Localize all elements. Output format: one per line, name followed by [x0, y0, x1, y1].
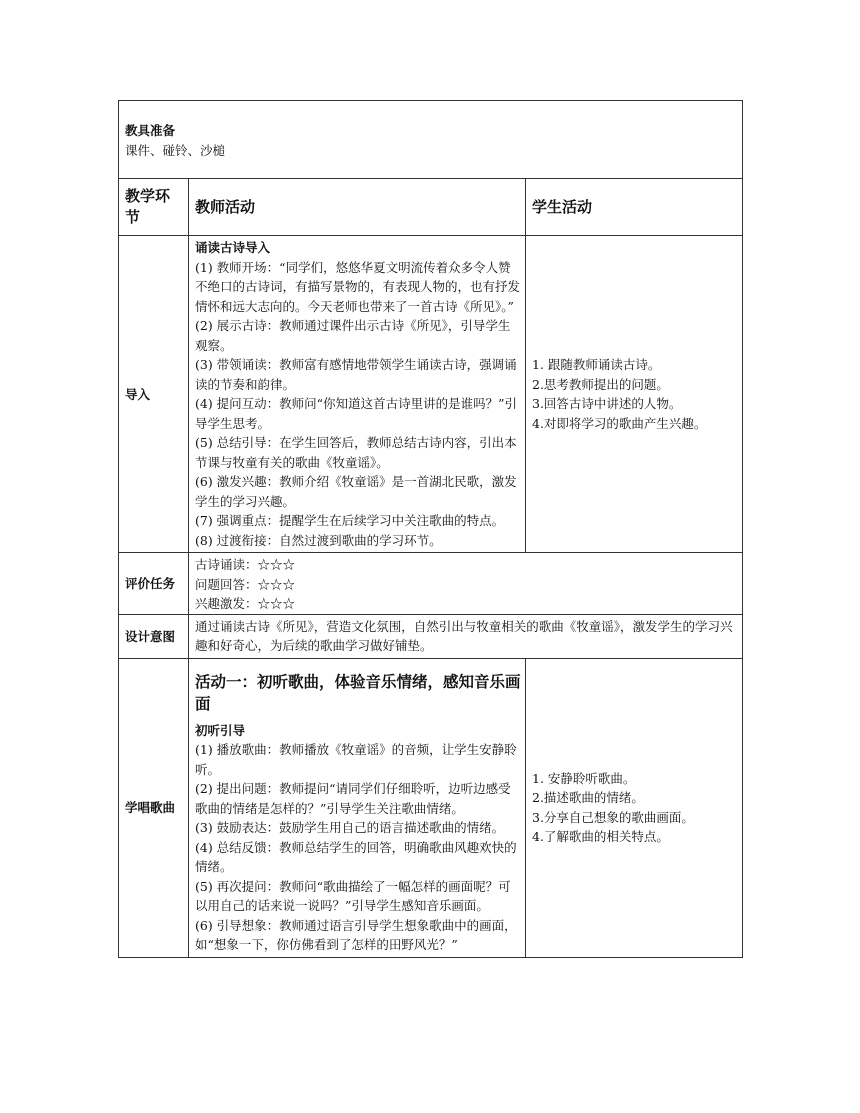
eval-item: 古诗诵读：☆☆☆: [195, 557, 296, 572]
prep-row: [119, 101, 743, 179]
sing-step: (3) 鼓励表达：鼓励学生用自己的语言描述歌曲的情绪。: [195, 820, 505, 835]
intro-student-item: 3.回答古诗中讲述的人物。: [532, 396, 682, 411]
sing-step: (5) 再次提问：教师问“歌曲描绘了一幅怎样的画面呢？可以用自己的话来说一说吗？”引导学生感知音乐画面。: [195, 878, 511, 913]
intro-row: [119, 236, 743, 553]
prep-content: 课件、碰铃、沙槌: [125, 142, 226, 158]
header-row: [119, 179, 743, 236]
sing-step: (4) 总结反馈：教师总结学生的回答，明确歌曲风趣欢快的情绪。: [195, 839, 517, 874]
intro-step: (4) 提问互动：教师问“你知道这首古诗里讲的是谁吗？”引导学生思考。: [195, 396, 517, 431]
activity-title: 活动一：初听歌曲，体验音乐情绪，感知音乐画面: [195, 672, 521, 713]
eval-cell: [189, 553, 743, 615]
sing-student-item: 2.描述歌曲的情绪。: [532, 790, 644, 805]
design-text: 通过诵读古诗《所见》，营造文化氛围，自然引出与牧童相关的歌曲《牧童谣》，激发学生的学习兴趣和好奇心，为后续的歌曲学习做好铺垫。: [189, 614, 743, 658]
sing-step: (2) 提出问题：教师提问“请同学们仔细聆听，边听边感受歌曲的情绪是怎样的？”引导学生关注歌曲情绪。: [195, 781, 511, 816]
eval-item: 兴趣激发：☆☆☆: [195, 596, 296, 611]
intro-student-item: 4.对即将学习的歌曲产生兴趣。: [532, 415, 707, 431]
lesson-plan-document: [118, 100, 742, 958]
eval-label: 评价任务: [119, 553, 189, 615]
intro-subtitle: 诵读古诗导入: [195, 240, 271, 255]
lesson-plan-table: [118, 100, 743, 958]
sing-student-item: 4.了解歌曲的相关特点。: [532, 829, 669, 844]
intro-student-item: 1. 跟随教师诵读古诗。: [532, 357, 661, 372]
header-col-stage: 教学环节: [119, 179, 189, 236]
prep-cell: [119, 101, 743, 179]
intro-teacher-cell: [189, 236, 526, 553]
sing-subtitle: 初听引导: [195, 722, 246, 738]
intro-step: (1) 教师开场：“同学们，悠悠华夏文明流传着众多令人赞不绝口的古诗词，有描写景物的，有表现人物的，也有抒发情怀和远大志向的。今天老师也带来了一首古诗《所见》。”: [195, 259, 521, 314]
design-row: [119, 614, 743, 658]
sing-student-item: 1. 安静聆听歌曲。: [532, 770, 636, 786]
header-col-student: 学生活动: [526, 179, 743, 236]
sing-step: (1) 播放歌曲：教师播放《牧童谣》的音频，让学生安静聆听。: [195, 742, 517, 777]
intro-step: (3) 带领诵读：教师富有感情地带领学生诵读古诗，强调诵读的节奏和韵律。: [195, 357, 517, 392]
design-label: 设计意图: [119, 614, 189, 658]
intro-label: 导入: [119, 236, 189, 553]
intro-step: (7) 强调重点：提醒学生在后续学习中关注歌曲的特点。: [195, 513, 505, 528]
intro-step: (8) 过渡衔接：自然过渡到歌曲的学习环节。: [195, 532, 442, 548]
sing-student-item: 3.分享自己想象的歌曲画面。: [532, 809, 694, 825]
eval-item: 问题回答：☆☆☆: [195, 576, 296, 592]
intro-step: (2) 展示古诗：教师通过课件出示古诗《所见》，引导学生观察。: [195, 318, 511, 353]
intro-student-cell: [526, 236, 743, 553]
sing-teacher-cell: [189, 658, 526, 957]
eval-row: [119, 553, 743, 615]
sing-row: [119, 658, 743, 957]
intro-step: (6) 激发兴趣：教师介绍《牧童谣》是一首湖北民歌，激发学生的学习兴趣。: [195, 474, 517, 509]
header-col-teacher: 教师活动: [189, 179, 526, 236]
intro-step: (5) 总结引导：在学生回答后，教师总结古诗内容，引出本节课与牧童有关的歌曲《牧童谣》。: [195, 435, 517, 470]
sing-label: 学唱歌曲: [119, 658, 189, 957]
sing-step: (6) 引导想象：教师通过语言引导学生想象歌曲中的画面，如“想象一下，你仿佛看到了怎样的田野风光？”: [195, 917, 517, 952]
sing-student-cell: [526, 658, 743, 957]
intro-student-item: 2.思考教师提出的问题。: [532, 376, 669, 392]
prep-title: 教具准备: [125, 123, 176, 138]
